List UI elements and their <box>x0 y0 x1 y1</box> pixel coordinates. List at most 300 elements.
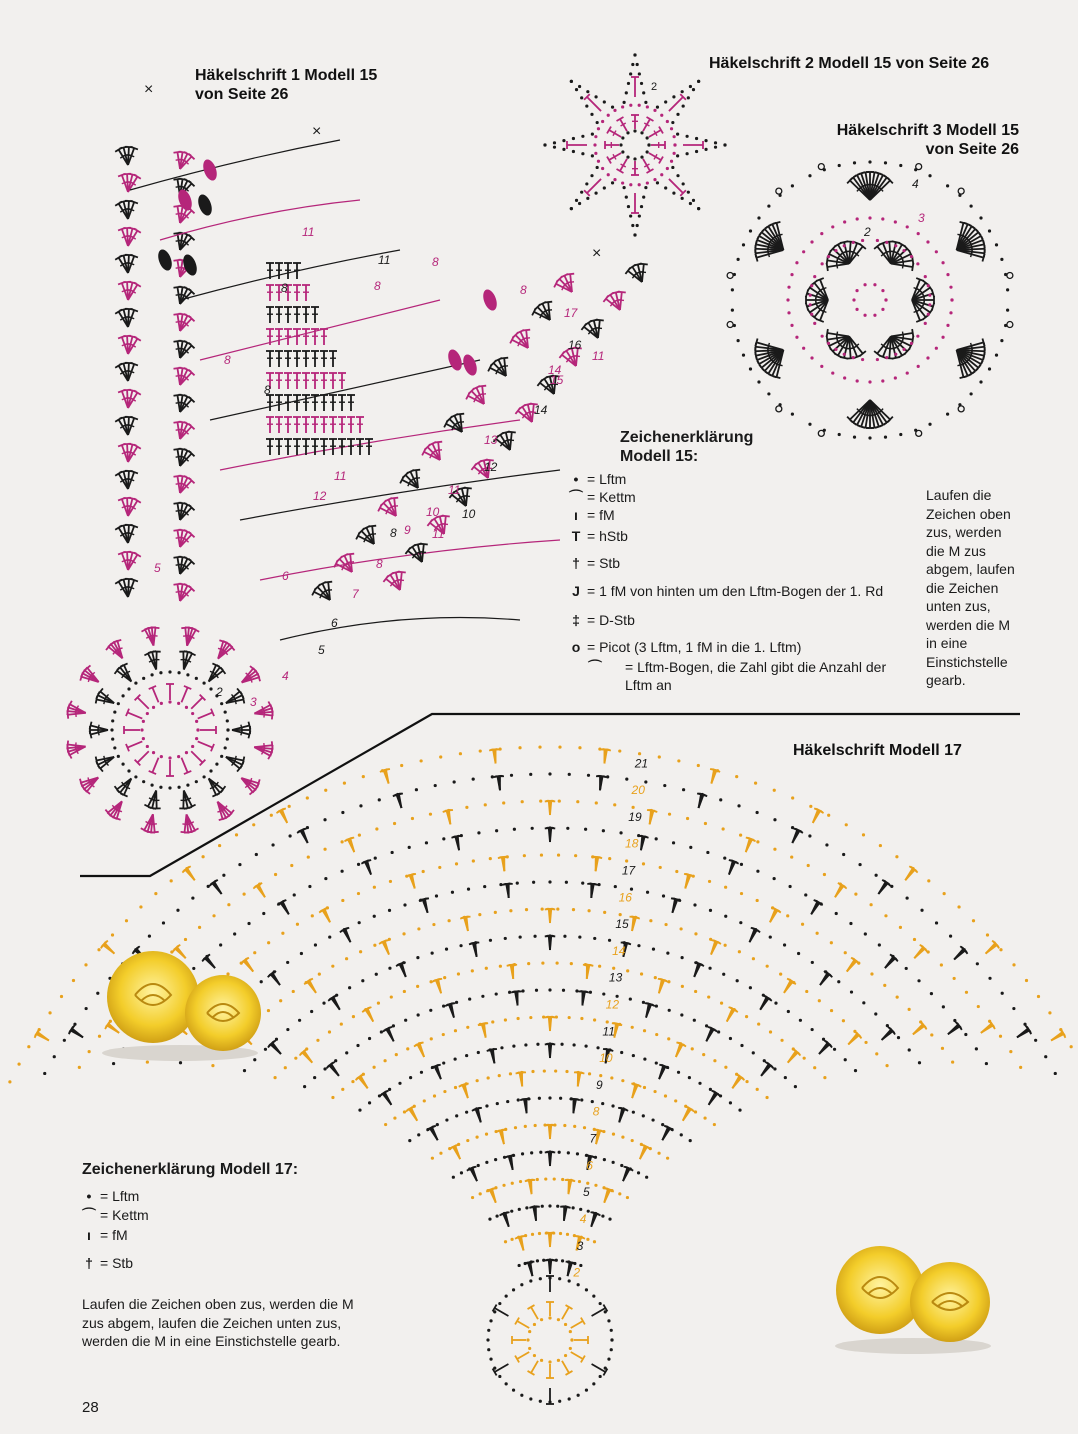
row-number: 11 <box>334 469 347 483</box>
chain-dot <box>610 1348 613 1351</box>
chain-dot <box>618 1192 621 1195</box>
chain-dot <box>212 914 215 917</box>
picot-icon <box>776 188 782 194</box>
chain-dot <box>608 1218 611 1221</box>
chain-dot <box>585 1389 588 1392</box>
chain-dot <box>121 762 124 765</box>
chain-dot <box>680 1013 683 1016</box>
stitch-top <box>151 627 159 628</box>
chain-dot <box>345 957 348 960</box>
chain-dot <box>375 973 378 976</box>
chain-dot <box>897 1036 900 1039</box>
legend15-item: ⌒ = Kettm <box>565 488 925 506</box>
chain-dot <box>1044 1055 1047 1058</box>
chain-dot <box>451 891 454 894</box>
chain-dot <box>196 728 199 731</box>
legend17-heading: Zeichenerklärung Modell 17: <box>82 1161 299 1178</box>
chain-dot <box>637 1171 640 1174</box>
chain-dot <box>591 133 594 136</box>
chain-dot <box>787 1010 790 1013</box>
chain-dot <box>927 879 930 882</box>
chain-dot <box>110 728 113 731</box>
chain-dot <box>592 1382 595 1385</box>
chain-dot <box>531 1070 534 1073</box>
chain-dot <box>328 935 331 938</box>
stitch-top <box>912 263 913 271</box>
chain-dot <box>603 1158 606 1161</box>
chain-dot <box>795 261 798 264</box>
chain-arc-icon: ⌒ <box>588 659 602 675</box>
chain-stitch-icon: • <box>86 1187 92 1204</box>
row-number: 8 <box>281 281 288 295</box>
stitch-stem <box>425 899 428 913</box>
chain-dot <box>593 1018 596 1021</box>
chain-dot <box>443 976 446 979</box>
stitch-top <box>526 1262 534 1263</box>
chain-dot <box>916 335 919 338</box>
leaf-icon <box>481 288 500 313</box>
stitch-top <box>243 696 245 704</box>
chain-dot <box>654 976 657 979</box>
chain-dot <box>664 186 667 189</box>
stitch-top <box>547 909 555 910</box>
chain-dot <box>601 1214 604 1217</box>
chain-dot <box>786 914 789 917</box>
chain-dot <box>191 896 194 899</box>
chain-dot <box>224 710 227 713</box>
chain-dot <box>640 82 643 85</box>
chain-dot <box>809 294 812 297</box>
stitch-stem <box>550 828 551 842</box>
chain-dot <box>568 1397 571 1400</box>
chain-dot <box>638 72 641 75</box>
chain-dot <box>784 1076 787 1079</box>
chain-dot <box>48 1011 51 1014</box>
chain-dot <box>562 148 565 151</box>
chain-dot <box>687 96 690 99</box>
chain-dot <box>854 893 857 896</box>
chain-dot <box>689 846 692 849</box>
row-number: 5 <box>583 1185 590 1200</box>
chain-dot <box>375 827 378 830</box>
chain-dot <box>576 1152 579 1155</box>
chain-dot <box>415 788 418 791</box>
chain-dot <box>631 1139 634 1142</box>
chain-dot <box>943 892 946 895</box>
stitch-top <box>433 1065 441 1067</box>
chain-dot <box>668 1009 671 1012</box>
chain-dot <box>565 1070 568 1073</box>
stitch-top <box>500 358 508 359</box>
chain-dot <box>807 864 810 867</box>
chain-dot <box>459 752 462 755</box>
chain-dot <box>723 143 726 146</box>
legend15-item: † = Stb <box>565 548 925 578</box>
chart3-diagram <box>710 150 1030 470</box>
row-number: 10 <box>426 505 440 519</box>
chart2-title: Häkelschrift 2 Modell 15 von Seite 26 <box>709 55 990 72</box>
chain-dot <box>797 952 800 955</box>
row-number: 18 <box>625 836 639 851</box>
chain-dot <box>667 1037 670 1040</box>
chain-dot <box>560 1043 563 1046</box>
chain-dot <box>637 944 640 947</box>
chain-dot <box>801 923 804 926</box>
chain-dot <box>610 1338 613 1341</box>
chain-dot <box>1009 1050 1012 1053</box>
chain-dot <box>373 944 376 947</box>
chain-dot <box>843 353 846 356</box>
chain-dot <box>162 921 165 924</box>
chain-dot <box>533 1323 536 1326</box>
chain-dot <box>434 784 437 787</box>
chain-dot <box>409 1076 412 1079</box>
chain-dot <box>341 811 344 814</box>
chain-dot <box>416 985 419 988</box>
chain-dot <box>300 952 303 955</box>
stitch-bar <box>129 425 135 427</box>
chain-dot <box>430 1037 433 1040</box>
chain-dot <box>843 376 846 379</box>
chain-dot <box>538 1097 541 1100</box>
chain-dot <box>653 1090 656 1093</box>
chain-dot <box>653 178 656 181</box>
row-number: 3 <box>250 695 257 709</box>
chain-dot <box>689 85 692 88</box>
stitch-top <box>474 1108 482 1110</box>
chain-dot <box>693 903 696 906</box>
chain-dot <box>742 354 745 357</box>
chain-dot <box>810 313 813 316</box>
chain-dot <box>505 1295 508 1298</box>
chain-dot <box>431 1157 434 1160</box>
chain-dot <box>808 174 811 177</box>
chain-dot <box>682 104 685 107</box>
leaf-icon <box>196 193 215 218</box>
chain-dot <box>672 192 675 195</box>
chain-dot <box>585 104 588 107</box>
stitch-top <box>566 274 574 275</box>
chain-dot <box>596 121 599 124</box>
chain-dot <box>209 769 212 772</box>
chain-dot <box>722 827 725 830</box>
chain-dot <box>584 828 587 831</box>
chain-dot <box>856 217 859 220</box>
stitch-bar <box>524 338 530 339</box>
chain-dot <box>534 1124 537 1127</box>
single-crochet-icon: ı <box>574 507 578 523</box>
row-number: 12 <box>484 460 498 474</box>
stitch-top <box>498 1130 506 1131</box>
chain-dot <box>530 1151 533 1154</box>
chain-dot <box>773 877 776 880</box>
chain-dot <box>632 1054 635 1057</box>
chain-dot <box>681 197 684 200</box>
stitch-stem <box>849 336 863 353</box>
chain-dot <box>620 1164 623 1167</box>
chain-dot <box>780 1039 783 1042</box>
stitch-bar <box>568 282 574 283</box>
chain-dot <box>121 694 124 697</box>
chain-dot <box>521 800 524 803</box>
chain-dot <box>113 710 116 713</box>
chain-dot <box>296 923 299 926</box>
chain-dot <box>585 182 588 185</box>
row-number: 9 <box>404 523 411 537</box>
chain-dot <box>598 965 601 968</box>
chain-dot <box>159 786 162 789</box>
chain-dot <box>720 1002 723 1005</box>
chain-dot <box>638 183 641 186</box>
chain-dot <box>808 834 811 837</box>
double-crochet-icon: † <box>572 555 580 571</box>
chain-dot <box>813 1066 816 1069</box>
chain-dot <box>835 912 838 915</box>
stitch-top <box>507 1155 515 1156</box>
chain-dot <box>78 1066 81 1069</box>
chain-dot <box>894 220 897 223</box>
chain-dot <box>293 893 296 896</box>
stitch-stem <box>400 572 402 590</box>
row-number: 2 <box>651 81 658 93</box>
stitch-stem <box>642 264 644 282</box>
stitch-stem <box>550 1125 551 1139</box>
chain-dot <box>885 1064 888 1067</box>
chain-dot <box>655 1033 658 1036</box>
chain-dot <box>471 1196 474 1199</box>
chain-dot <box>577 1394 580 1397</box>
chain-dot <box>697 764 700 767</box>
chain-dot <box>756 811 759 814</box>
chain-dot <box>519 935 522 938</box>
row-number: 15 <box>550 373 564 387</box>
chain-dot <box>607 114 610 117</box>
chain-dot <box>745 1015 748 1018</box>
chain-dot <box>626 969 629 972</box>
chain-dot <box>485 1133 488 1136</box>
chain-dot <box>875 1052 878 1055</box>
chain-dot <box>662 894 665 897</box>
chain-dot <box>767 392 770 395</box>
chain-dot <box>677 759 680 762</box>
rose-decoration-right <box>828 1228 998 1358</box>
chain-dot <box>524 1043 527 1046</box>
chain-dot <box>681 985 684 988</box>
chain-dot <box>195 677 198 680</box>
chain-dot <box>913 938 916 941</box>
chain-dot <box>558 1151 561 1154</box>
chain-dot <box>512 1389 515 1392</box>
chain-dot <box>565 881 568 884</box>
chain-dot <box>442 837 445 840</box>
stitch-stem <box>531 1361 538 1373</box>
chain-dot <box>416 956 419 959</box>
chain-dot <box>479 1192 482 1195</box>
chain-dot <box>491 775 494 778</box>
chain-dot <box>692 199 695 202</box>
chain-dot <box>858 863 861 866</box>
stitch-stem <box>891 264 913 267</box>
chain-dot <box>740 1044 743 1047</box>
chain-dot <box>917 365 920 368</box>
stitch-top <box>368 526 376 527</box>
stitch-top <box>547 1017 555 1018</box>
chain-dot <box>940 963 943 966</box>
chain-dot <box>594 192 597 195</box>
chain-dot <box>738 1109 741 1112</box>
chain-dot <box>918 1061 921 1064</box>
stitch-top <box>547 1125 555 1126</box>
chain-dot <box>612 1133 615 1136</box>
slip-stitch-icon: ⌒ <box>569 489 583 505</box>
chain-dot <box>88 1050 91 1053</box>
stitch-stem <box>154 628 156 646</box>
chain-dot <box>838 164 841 167</box>
stitch-stem <box>517 1352 529 1359</box>
chain-dot <box>638 104 641 107</box>
chain-dot <box>146 712 149 715</box>
stitch-top <box>544 302 552 303</box>
chain-dot <box>117 702 120 705</box>
chain-dot <box>666 167 669 170</box>
chain-dot <box>460 1171 463 1174</box>
chain-dot <box>843 220 846 223</box>
treble-crochet-icon: ‡ <box>572 612 580 628</box>
chain-dot <box>191 745 194 748</box>
chain-dot <box>485 967 488 970</box>
chain-dot <box>861 358 864 361</box>
stitch-stem <box>181 758 187 773</box>
chain-dot <box>827 342 830 345</box>
chain-dot <box>788 885 791 888</box>
stitch-top <box>547 828 555 829</box>
chain-dot <box>664 100 667 103</box>
stitch-bar <box>398 580 404 581</box>
chain-dot <box>209 687 212 690</box>
chain-dot <box>1037 995 1040 998</box>
slip-stitch-icon: ⌒ <box>82 1206 96 1223</box>
chain-dot <box>539 799 542 802</box>
chain-dot <box>556 961 559 964</box>
chain-dot <box>723 857 726 860</box>
chain-dot <box>588 1072 591 1075</box>
stitch-bar <box>152 635 158 636</box>
chain-dot <box>769 935 772 938</box>
chain-dot <box>660 114 663 117</box>
legend15-heading-line1: Zeichenerklärung <box>620 429 754 446</box>
chain-dot <box>705 1024 708 1027</box>
chain-dot <box>391 851 394 854</box>
chain-dot <box>586 197 589 200</box>
chain-dot <box>656 181 659 184</box>
chain-dot <box>570 1338 573 1341</box>
chain-dot <box>472 859 475 862</box>
stitch-top <box>454 836 462 837</box>
chain-dot <box>602 992 605 995</box>
chain-dot <box>519 1180 522 1183</box>
chain-dot <box>651 1118 654 1121</box>
chain-dot <box>557 1318 560 1321</box>
chain-dot <box>345 1051 348 1054</box>
chain-dot <box>646 150 649 153</box>
chain-dot <box>676 174 679 177</box>
chain-dot <box>358 921 361 924</box>
row-number: 12 <box>605 997 620 1012</box>
chain-dot <box>403 990 406 993</box>
chain-dot <box>813 275 816 278</box>
chain-dot <box>864 932 867 935</box>
chain-dot <box>659 866 662 869</box>
stitch-stem <box>550 1233 551 1247</box>
chain-dot <box>318 973 321 976</box>
chain-dot <box>809 805 812 808</box>
stitch-top <box>248 731 250 739</box>
chain-dot <box>578 1180 581 1183</box>
chain-dot <box>702 1053 705 1056</box>
chain-dot <box>786 298 789 301</box>
chain-dot <box>809 303 812 306</box>
chain-dot <box>593 143 596 146</box>
chain-dot <box>633 53 636 56</box>
chain-dot <box>949 311 952 314</box>
chain-dot <box>885 241 888 244</box>
chain-dot <box>185 751 188 754</box>
row-number: 19 <box>628 809 642 824</box>
chain-dot <box>431 952 434 955</box>
chain-dot <box>303 1085 306 1088</box>
chain-dot <box>389 880 392 883</box>
chain-dot <box>509 909 512 912</box>
chain-dot <box>765 1096 768 1099</box>
chain-dot <box>324 789 327 792</box>
chain-dot <box>614 885 617 888</box>
chain-dot <box>553 146 556 149</box>
chain-dot <box>377 1002 380 1005</box>
row-number: 11 <box>592 349 605 363</box>
chain-dot <box>378 798 381 801</box>
chain-dot <box>894 376 897 379</box>
chain-dot <box>613 803 616 806</box>
chain-dot <box>671 166 674 169</box>
chain-dot <box>643 1029 646 1032</box>
chain-dot <box>243 1069 246 1072</box>
chain-dot <box>881 379 884 382</box>
note-modell-15: Laufen die Zeichen oben zus, werden die M zus abgem, laufen die Zeichen unten zus, werden die M in eine Einstichstelle gearb. <box>926 487 1015 688</box>
chain-dot <box>307 855 310 858</box>
chain-dot <box>675 870 678 873</box>
chain-dot <box>689 202 692 205</box>
chain-dot <box>664 1094 667 1097</box>
stitch-bar <box>264 712 265 718</box>
stitch-top <box>480 1023 488 1024</box>
chain-dot <box>708 967 711 970</box>
picot-icon <box>1007 272 1013 278</box>
chain-dot <box>267 941 270 944</box>
chain-dot <box>977 1005 980 1008</box>
chain-dot <box>613 178 616 181</box>
stitch-stem <box>891 333 913 336</box>
chain-dot <box>643 1086 646 1089</box>
chain-dot <box>569 1347 572 1350</box>
row-number: 2 <box>216 685 223 699</box>
chain-dot <box>655 1061 658 1064</box>
stitch-top <box>827 329 828 337</box>
chain-dot <box>895 855 898 858</box>
chain-dot <box>878 943 881 946</box>
chain-dot <box>525 1206 528 1209</box>
chain-dot <box>739 921 742 924</box>
chain-dot <box>477 1051 480 1054</box>
